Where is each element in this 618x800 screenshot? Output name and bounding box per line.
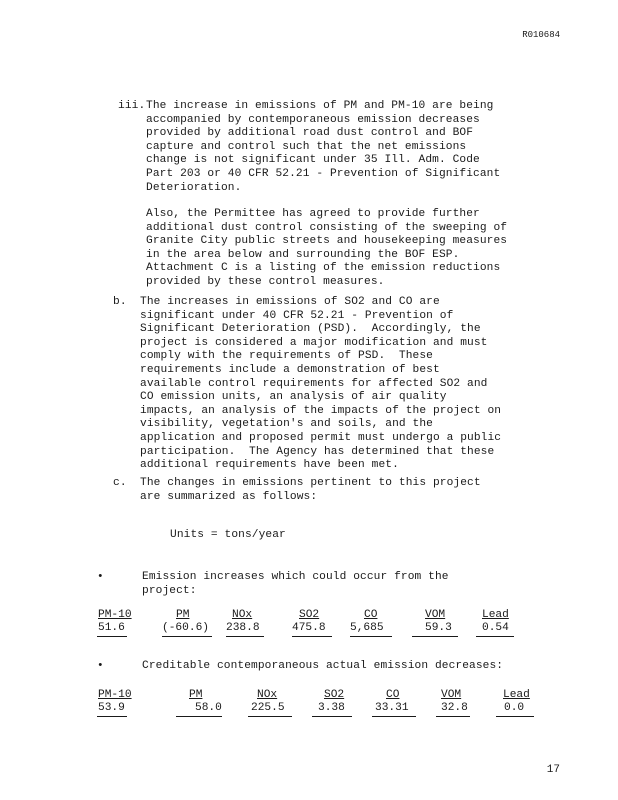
text-line: provided by these control measures. <box>146 276 385 288</box>
underline-divider <box>436 716 470 717</box>
underline-divider <box>292 636 332 637</box>
underline-divider <box>350 636 392 637</box>
text-line: The changes in emissions pertinent to this project <box>140 477 481 489</box>
table-header: Lead <box>503 689 530 701</box>
table-cell: 0.0 <box>504 702 525 714</box>
table-header: PM <box>176 609 190 621</box>
text-line: visibility, vegetation's and soils, and the <box>140 418 433 431</box>
table-header: NOx <box>232 609 253 621</box>
table-header: CO <box>364 609 378 621</box>
table-cell: (-60.6) <box>162 622 209 634</box>
text-line: capture and control such that the net emissions <box>146 140 467 153</box>
text-line: accompanied by contemporaneous emission decreases <box>146 113 480 126</box>
units-label: Units = tons/year <box>170 529 286 541</box>
table-cell: 475.8 <box>292 622 326 634</box>
underline-divider <box>312 716 352 717</box>
document-id: R010684 <box>522 30 560 40</box>
table-header: PM-10 <box>98 609 132 621</box>
table-header: SO2 <box>324 689 345 701</box>
text-line: additional dust control consisting of the sweeping of <box>146 221 508 234</box>
table-header: NOx <box>257 689 278 701</box>
table-header: Lead <box>482 609 509 621</box>
text-line: in the area below and surrounding the BOF ESP. <box>146 248 460 261</box>
table-cell: 5,685 <box>350 622 384 634</box>
table-cell: 32.8 <box>441 702 468 714</box>
table-cell: 3.38 <box>318 702 345 714</box>
item-c-marker: c. <box>113 477 127 489</box>
text-line: CO emission units, an analysis of air quality <box>140 391 447 404</box>
text-line: The increases in emissions of SO2 and CO are <box>140 296 440 308</box>
text-line: requirements include a demonstration of best <box>140 364 440 376</box>
underline-divider <box>496 716 534 717</box>
underline-divider <box>226 636 264 637</box>
item-iii-marker: iii. <box>118 100 146 112</box>
text-line: available control requirements for affected SO2 and <box>140 377 488 390</box>
underline-divider <box>176 716 222 717</box>
text-line: project is considered a major modification and must <box>140 336 488 349</box>
underline-divider <box>162 636 212 637</box>
text-line: The increase in emissions of PM and PM-10 are being <box>146 100 494 112</box>
text-line: Granite City public streets and housekeeping measures <box>146 235 508 248</box>
table-cell: 33.31 <box>375 702 409 714</box>
table-header: VOM <box>441 689 462 701</box>
text-line: Part 203 or 40 CFR 52.21 - Prevention of Significant <box>146 168 501 180</box>
text-line: change is not significant under 35 Ill. Adm. Code <box>146 154 480 167</box>
table-cell: 0.54 <box>482 622 509 634</box>
item-b-marker: b. <box>113 296 127 308</box>
underline-divider <box>372 716 416 717</box>
text-line: participation. The Agency has determined that these <box>140 445 495 458</box>
bullet-icon: • <box>97 660 104 672</box>
text-line: application and proposed permit must undergo a public <box>140 432 502 444</box>
text-line: additional requirements have been met. <box>140 459 399 472</box>
text-line: provided by additional road dust control and BOF <box>146 127 474 140</box>
text-line: Attachment C is a listing of the emission reductions <box>146 262 501 275</box>
table-cell: 59.3 <box>425 622 452 634</box>
section2-title: Creditable contemporaneous actual emission decreases: <box>142 660 504 672</box>
table-cell: 53.9 <box>98 702 125 714</box>
section1-title-line: Emission increases which could occur from the <box>142 571 449 583</box>
text-line: Deterioration. <box>146 181 242 194</box>
table-cell: 238.8 <box>226 622 260 634</box>
underline-divider <box>248 716 292 717</box>
table-header: PM-10 <box>98 689 132 701</box>
text-line: Also, the Permittee has agreed to provide further <box>146 208 480 220</box>
underline-divider <box>412 636 458 637</box>
table-header: VOM <box>425 609 446 621</box>
underline-divider <box>97 716 127 717</box>
text-line: Significant Deterioration (PSD). Accordingly, the <box>140 323 481 336</box>
table-cell: 58.0 <box>195 702 222 714</box>
text-line: impacts, an analysis of the impacts of the project on <box>140 404 502 417</box>
section1-title-line: project: <box>142 584 197 597</box>
table-header: SO2 <box>299 609 320 621</box>
text-line: are summarized as follows: <box>140 490 318 503</box>
table-cell: 51.6 <box>98 622 125 634</box>
bullet-icon: • <box>97 571 104 583</box>
text-line: comply with the requirements of PSD. These <box>140 350 433 363</box>
table-cell: 225.5 <box>251 702 285 714</box>
table-header: PM <box>189 689 203 701</box>
underline-divider <box>97 636 127 637</box>
table-header: CO <box>386 689 400 701</box>
page-number: 17 <box>546 764 560 776</box>
text-line: significant under 40 CFR 52.21 - Prevention of <box>140 309 454 322</box>
underline-divider <box>476 636 514 637</box>
